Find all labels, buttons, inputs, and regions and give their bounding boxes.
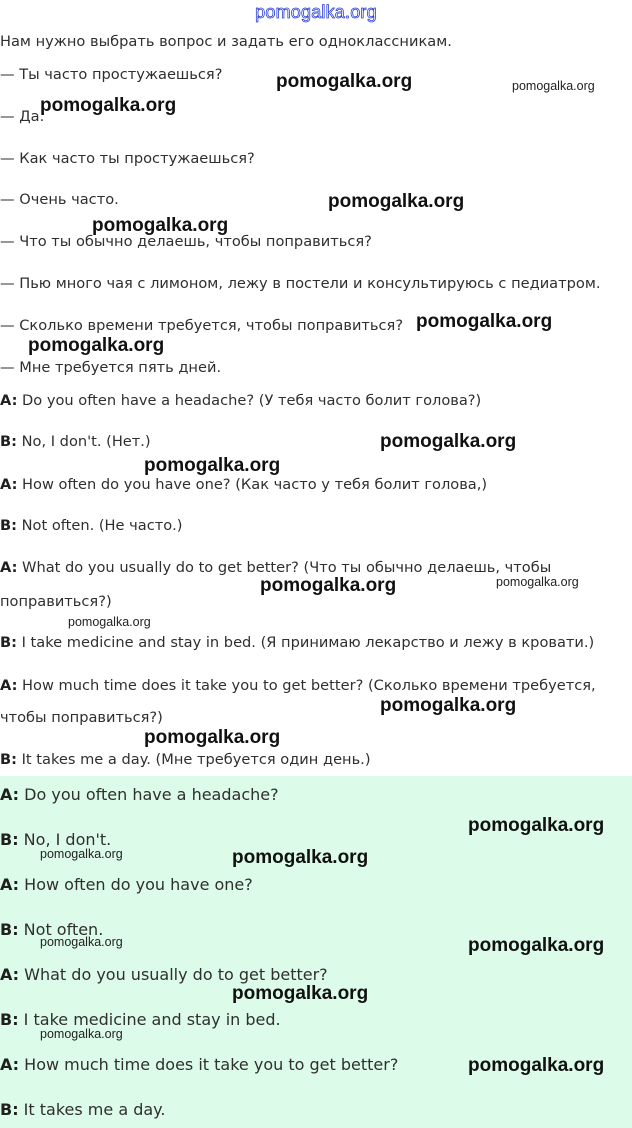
dialogue-ru-line: — Как часто ты простужаешься? xyxy=(0,150,255,167)
dialogue-translated-continuation: чтобы поправиться?) xyxy=(0,709,163,726)
line-text: No, I don't. xyxy=(18,830,112,849)
speaker-label: B: xyxy=(0,751,17,768)
speaker-label: B: xyxy=(0,830,19,849)
dialogue-en-line xyxy=(0,786,279,804)
watermark: pomogalka.org xyxy=(232,847,369,868)
watermark: pomogalka.org xyxy=(232,983,369,1004)
dialogue-ru-line: — Пью много чая с лимоном, лежу в постели и консультируюсь с педиатром. xyxy=(0,275,601,292)
speaker-label: A: xyxy=(0,392,18,409)
watermark: pomogalka.org xyxy=(68,615,151,629)
watermark: pomogalka.org xyxy=(328,191,465,212)
dialogue-translated-continuation: поправиться?) xyxy=(0,593,112,610)
speaker-label: A: xyxy=(0,476,18,493)
line-text: Do you often have a headache? xyxy=(19,785,279,804)
dialogue-translated-line xyxy=(0,392,481,410)
speaker-label: B: xyxy=(0,634,17,651)
line-text: How often do you have one? xyxy=(19,875,253,894)
watermark: pomogalka.org xyxy=(28,335,165,356)
speaker-label: B: xyxy=(0,1100,19,1119)
watermark: pomogalka.org xyxy=(416,311,553,332)
watermark: pomogalka.org xyxy=(496,575,579,589)
line-text: I take medicine and stay in bed. (Я принимаю лекарство и лежу в кровати.) xyxy=(16,634,595,651)
watermark: pomogalka.org xyxy=(92,215,229,236)
line-text: Do you often have a headache? (У тебя часто болит голова?) xyxy=(17,392,482,409)
line-text: Not often. xyxy=(18,920,104,939)
watermark: pomogalka.org xyxy=(468,1055,605,1076)
dialogue-en-line xyxy=(0,1101,165,1119)
line-text: How much time does it take you to get better? (Сколько времени требуется, xyxy=(17,677,596,694)
watermark: pomogalka.org xyxy=(40,1027,123,1041)
dialogue-translated-line xyxy=(0,517,183,535)
line-text: Not often. (Не часто.) xyxy=(16,517,183,534)
speaker-label: A: xyxy=(0,559,18,576)
speaker-label: A: xyxy=(0,965,20,984)
dialogue-ru-line: — Очень часто. xyxy=(0,191,119,208)
watermark: pomogalka.org xyxy=(40,847,123,861)
line-text: I take medicine and stay in bed. xyxy=(18,1010,281,1029)
watermark: pomogalka.org xyxy=(40,95,177,116)
watermark: pomogalka.org xyxy=(380,695,517,716)
line-text: How much time does it take you to get better? xyxy=(19,1055,399,1074)
dialogue-ru-line: — Да. xyxy=(0,108,45,125)
speaker-label: A: xyxy=(0,1055,20,1074)
watermark: pomogalka.org xyxy=(40,935,123,949)
line-text: It takes me a day. xyxy=(18,1100,166,1119)
line-text: What do you usually do to get better? (Что ты обычно делаешь, чтобы xyxy=(17,559,552,576)
dialogue-ru-line: — Что ты обычно делаешь, чтобы поправиться? xyxy=(0,233,372,250)
dialogue-translated-line xyxy=(0,476,487,494)
line-text: It takes me a day. (Мне требуется один день.) xyxy=(16,751,371,768)
speaker-label: B: xyxy=(0,517,17,534)
dialogue-translated-line xyxy=(0,677,596,695)
dialogue-translated-line xyxy=(0,751,371,769)
speaker-label: A: xyxy=(0,677,18,694)
line-text: What do you usually do to get better? xyxy=(19,965,328,984)
watermark: pomogalka.org xyxy=(380,431,517,452)
dialogue-translated-line xyxy=(0,433,151,451)
dialogue-en-line xyxy=(0,876,253,894)
site-header-watermark: pomogalka.org xyxy=(255,2,377,22)
watermark: pomogalka.org xyxy=(260,575,397,596)
dialogue-en-line xyxy=(0,1056,398,1074)
watermark: pomogalka.org xyxy=(276,71,413,92)
speaker-label: A: xyxy=(0,875,20,894)
watermark: pomogalka.org xyxy=(468,935,605,956)
speaker-label: B: xyxy=(0,433,17,450)
line-text: No, I don't. (Нет.) xyxy=(16,433,151,450)
watermark: pomogalka.org xyxy=(144,727,281,748)
watermark: pomogalka.org xyxy=(468,815,605,836)
dialogue-ru-line: — Сколько времени требуется, чтобы поправиться? xyxy=(0,317,404,334)
dialogue-ru-line: — Ты часто простужаешься? xyxy=(0,66,223,83)
speaker-label: A: xyxy=(0,785,20,804)
line-text: How often do you have one? (Как часто у тебя болит голова,) xyxy=(17,476,488,493)
watermark: pomogalka.org xyxy=(144,455,281,476)
dialogue-ru-line: — Мне требуется пять дней. xyxy=(0,359,222,376)
dialogue-translated-line xyxy=(0,634,594,652)
speaker-label: B: xyxy=(0,920,19,939)
dialogue-en-line xyxy=(0,966,328,984)
intro-text: Нам нужно выбрать вопрос и задать его одноклассникам. xyxy=(0,33,452,50)
speaker-label: B: xyxy=(0,1010,19,1029)
watermark: pomogalka.org xyxy=(512,79,595,93)
